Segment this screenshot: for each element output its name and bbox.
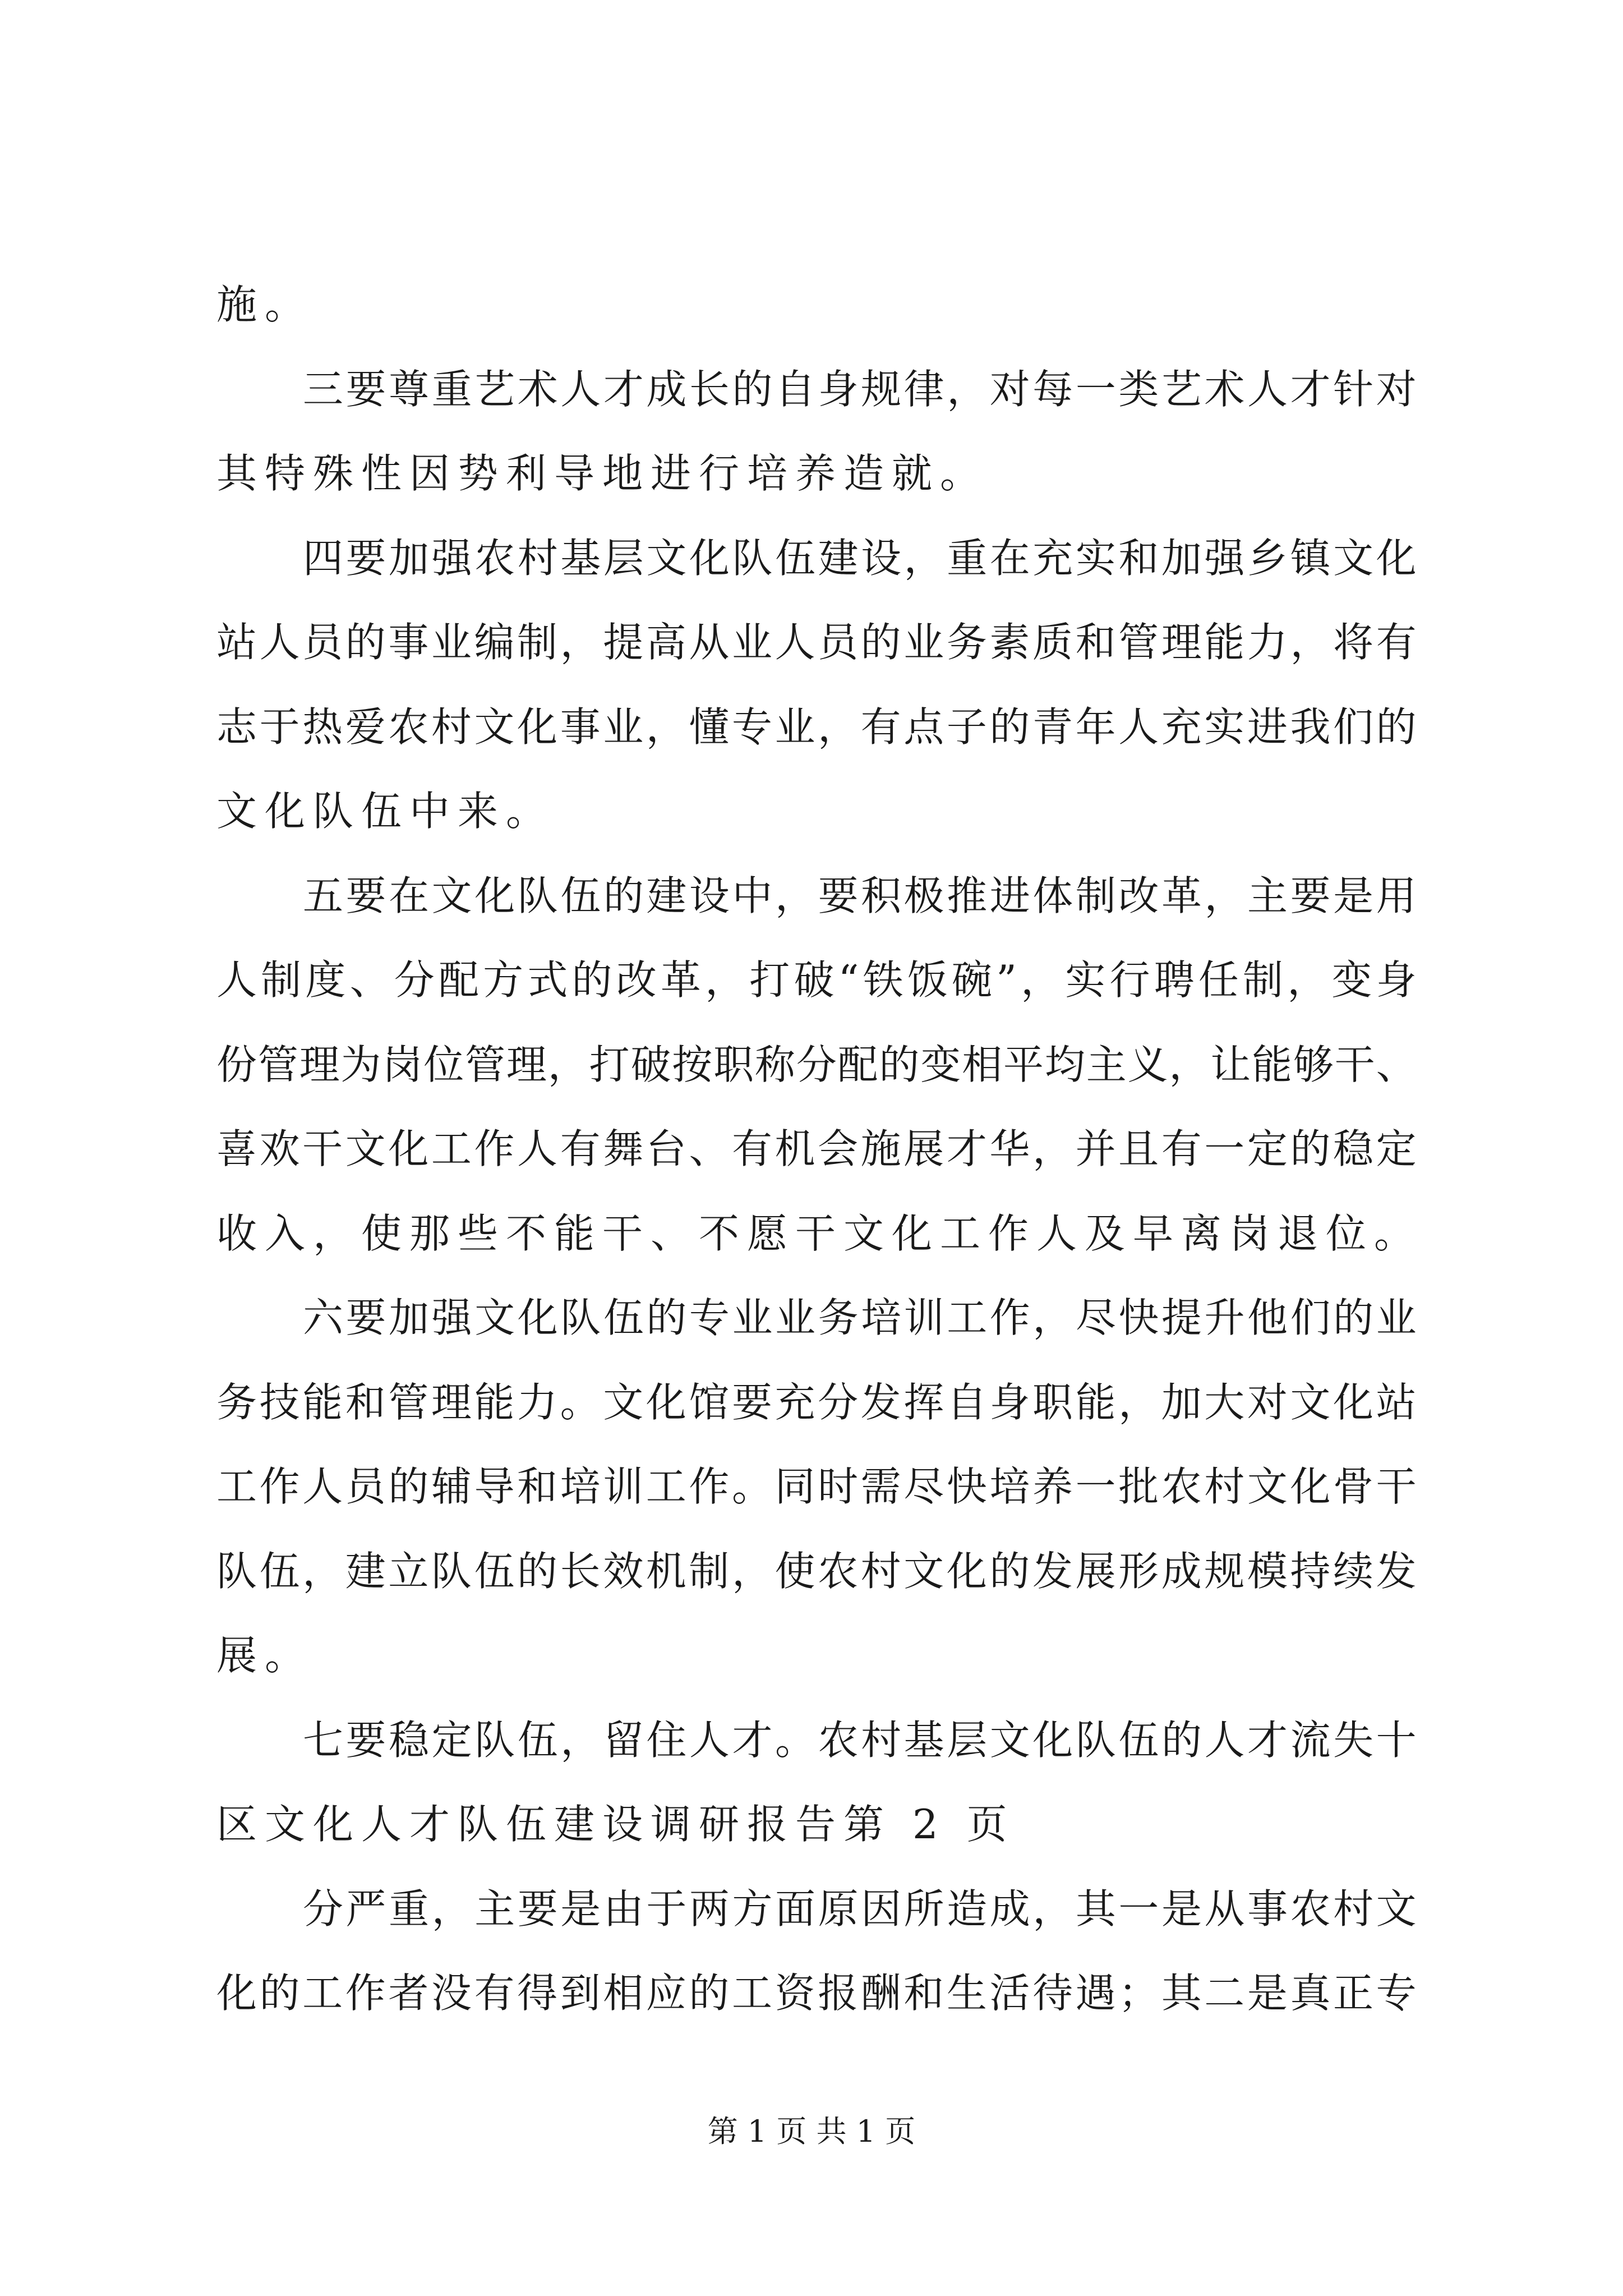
text-line: 展。 — [216, 1632, 313, 1679]
text-line: 其特殊性因势利导地进行培养造就。 — [216, 450, 989, 497]
text-line: 区文化人才队伍建设调研报告第 2 页 — [216, 1801, 1015, 1848]
text-line: 化 的 工 作 者 没 有 得 到 相 应 的 工 资 报 酬 和 生 活 待 遇 ； 其 二 是 真 正 专 — [216, 1970, 1417, 2017]
text-line: 三 要 尊 重 艺 术 人 才 成 长 的 自 身 规 律 ， 对 每 一 类 艺 术 人 才 针 对 — [303, 366, 1417, 413]
text-line: 工 作 人 员 的 辅 导 和 培 训 工 作 。 同 时 需 尽 快 培 养 一 批 农 村 文 化 骨 干 — [216, 1463, 1417, 1510]
text-line: 站 人 员 的 事 业 编 制 ， 提 高 从 业 人 员 的 业 务 素 质 和 管 理 能 力 ， 将 有 — [216, 619, 1417, 666]
text-line: 人 制 度 、 分 配 方 式 的 改 革 ， 打 破 “ 铁 饭 碗 ” ， 实 行 聘 任 制 ， 变 身 — [216, 956, 1417, 1004]
text-line: 务 技 能 和 管 理 能 力 。 文 化 馆 要 充 分 发 挥 自 身 职 能 ， 加 大 对 文 化 站 — [216, 1379, 1417, 1426]
text-line: 七 要 稳 定 队 伍 ， 留 住 人 才 。 农 村 基 层 文 化 队 伍 的 人 才 流 失 十 — [303, 1717, 1417, 1764]
text-line: 施。 — [216, 281, 313, 328]
text-line: 喜 欢 干 文 化 工 作 人 有 舞 台 、 有 机 会 施 展 才 华 ， 并 且 有 一 定 的 稳 定 — [216, 1125, 1417, 1172]
text-line: 四 要 加 强 农 村 基 层 文 化 队 伍 建 设 ， 重 在 充 实 和 加 强 乡 镇 文 化 — [303, 535, 1417, 582]
text-line: 收入，使那些不能干、不愿干文化工作人及早离岗退位。 — [216, 1210, 1423, 1257]
text-line: 文化队伍中来。 — [216, 788, 555, 835]
text-line: 志 于 热 爱 农 村 文 化 事 业 ， 懂 专 业 ， 有 点 子 的 青 年 人 充 实 进 我 们 的 — [216, 703, 1417, 751]
text-line: 份 管 理 为 岗 位 管 理 ， 打 破 按 职 称 分 配 的 变 相 平 均 主 义 ， 让 能 够 干 、 — [216, 1041, 1417, 1088]
text-line: 五 要 在 文 化 队 伍 的 建 设 中 ， 要 积 极 推 进 体 制 改 革 ， 主 要 是 用 — [303, 872, 1417, 919]
text-line: 六 要 加 强 文 化 队 伍 的 专 业 业 务 培 训 工 作 ， 尽 快 提 升 他 们 的 业 — [303, 1294, 1417, 1341]
text-line: 分 严 重 ， 主 要 是 由 于 两 方 面 原 因 所 造 成 ， 其 一 是 从 事 农 村 文 — [303, 1885, 1417, 1932]
page-footer: 第 1 页 共 1 页 — [707, 2114, 916, 2149]
text-line: 队 伍 ， 建 立 队 伍 的 长 效 机 制 ， 使 农 村 文 化 的 发 展 形 成 规 模 持 续 发 — [216, 1548, 1417, 1595]
